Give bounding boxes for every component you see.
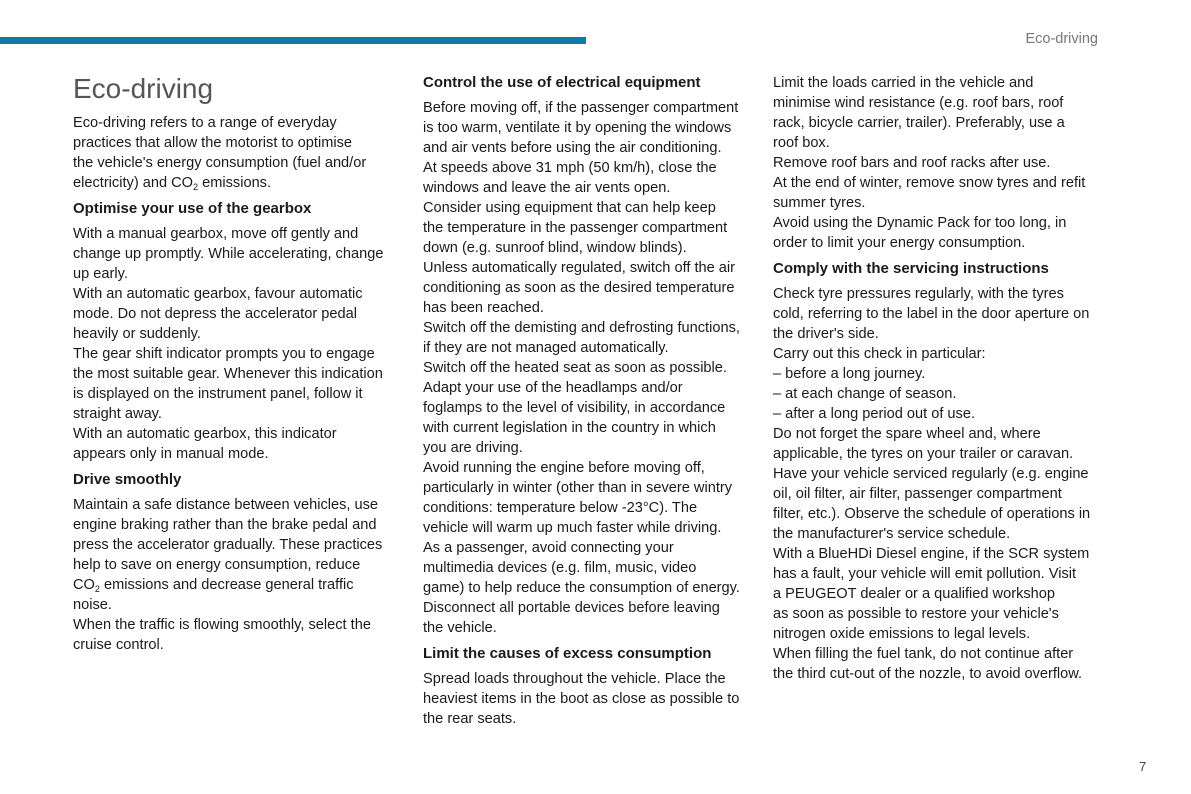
column-1 (73, 73, 403, 655)
intro-paragraph: Eco-driving refers to a range of everyday practices that allow the motorist to optimise the vehicle's energy consumption (fuel and/or electricity) and $CO_2$ emissions. (73, 115, 367, 192)
heading-electrical-equipment: Control the use of electrical equipment (423, 74, 701, 91)
page-number: 7 (1139, 759, 1147, 774)
heading-servicing: Comply with the servicing instructions (773, 260, 1049, 277)
heading-gearbox: Optimise your use of the gearbox (73, 200, 312, 217)
dash-item: – at each change of season. (773, 386, 957, 402)
excess-paragraph: Spread loads throughout the vehicle. Place the heaviest items in the boot as close as possible to the rear seats. (423, 671, 740, 727)
page-title: Eco-driving (73, 73, 214, 104)
heading-excess-consumption: Limit the causes of excess consumption (423, 645, 712, 662)
heading-drive-smoothly: Drive smoothly (73, 471, 182, 488)
electrical-paragraph: Before moving off, if the passenger compartment is too warm, ventilate it by opening the windows and air vents before using the air conditioning. At speeds above 31 mph (50 km/h), close the windows and leave the air vents open. Consider using equipment that can help keep the temperature in the passenger compartment down (e.g. sunroof blind, window blinds). Unless automatically regulated, switch off the air conditioning as soon as the desired temperature has been reached. Switch off the demisting and defrosting functions, if they are not managed automatically. Switch off the heated seat as soon as possible. Adapt your use of the headlamps and/or foglamps to the level of visibility, in accordance with current legislation in the country in which you are driving. Avoid running the engine before moving off, particularly in winter (other than in severe wintry conditions: temperature below -23°C). The vehicle will warm up much faster while driving. As a passenger, avoid connecting your multimedia devices (e.g. film, music, video game) to help reduce the consumption of energy. Disconnect all portable devices before leaving the vehicle. (423, 100, 740, 636)
loads-paragraph: Limit the loads carried in the vehicle and minimise wind resistance (e.g. roof bars, roof rack, bicycle carrier, trailer). Preferably, use a roof box. Remove roof bars and roof racks after use. At the end of winter, remove snow tyres and refit summer tyres. Avoid using the Dynamic Pack for too long, in order to limit your energy consumption. (773, 75, 1086, 251)
column-3 (773, 73, 1108, 684)
dash-item: – after a long period out of use. (773, 406, 976, 422)
dash-item: – before a long journey. (773, 366, 926, 382)
column-2 (423, 73, 758, 729)
servicing-paragraph-b: Do not forget the spare wheel and, where applicable, the tyres on your trailer or caravan. Have your vehicle serviced regularly (e.g. engine oil, oil filter, air filter, passenger compartment filter, etc.). Observe the schedule of operations in the manufacturer's service schedule. With a BlueHDi Diesel engine, if the SCR system has a fault, your vehicle will emit pollution. Visit a PEUGEOT dealer or a qualified workshop as soon as possible to restore your vehicle's nitrogen oxide emissions to legal levels. When filling the fuel tank, do not continue after the third cut-out of the nozzle, to avoid overflow. (773, 426, 1091, 682)
gearbox-paragraph: With a manual gearbox, move off gently and change up promptly. While accelerating, change up early. With an automatic gearbox, favour automatic mode. Do not depress the accelerator pedal heavily or suddenly. The gear shift indicator prompts you to engage the most suitable gear. Whenever this indication is displayed on the instrument panel, follow it straight away. With an automatic gearbox, this indicator appears only in manual mode. (73, 226, 384, 462)
servicing-paragraph-a: Check tyre pressures regularly, with the tyres cold, referring to the label in the door aperture on the driver's side. Carry out this check in particular: (773, 286, 1090, 362)
drive-smoothly-paragraph: Maintain a safe distance between vehicles, use engine braking rather than the brake pedal and press the accelerator gradually. These practices help to save on energy consumption, reduce $CO_2$ emissions and decrease general traffic noise. When the traffic is flowing smoothly, select the cruise control. (73, 497, 383, 653)
header-accent-bar (0, 37, 586, 44)
section-label: Eco-driving (1025, 31, 1098, 47)
